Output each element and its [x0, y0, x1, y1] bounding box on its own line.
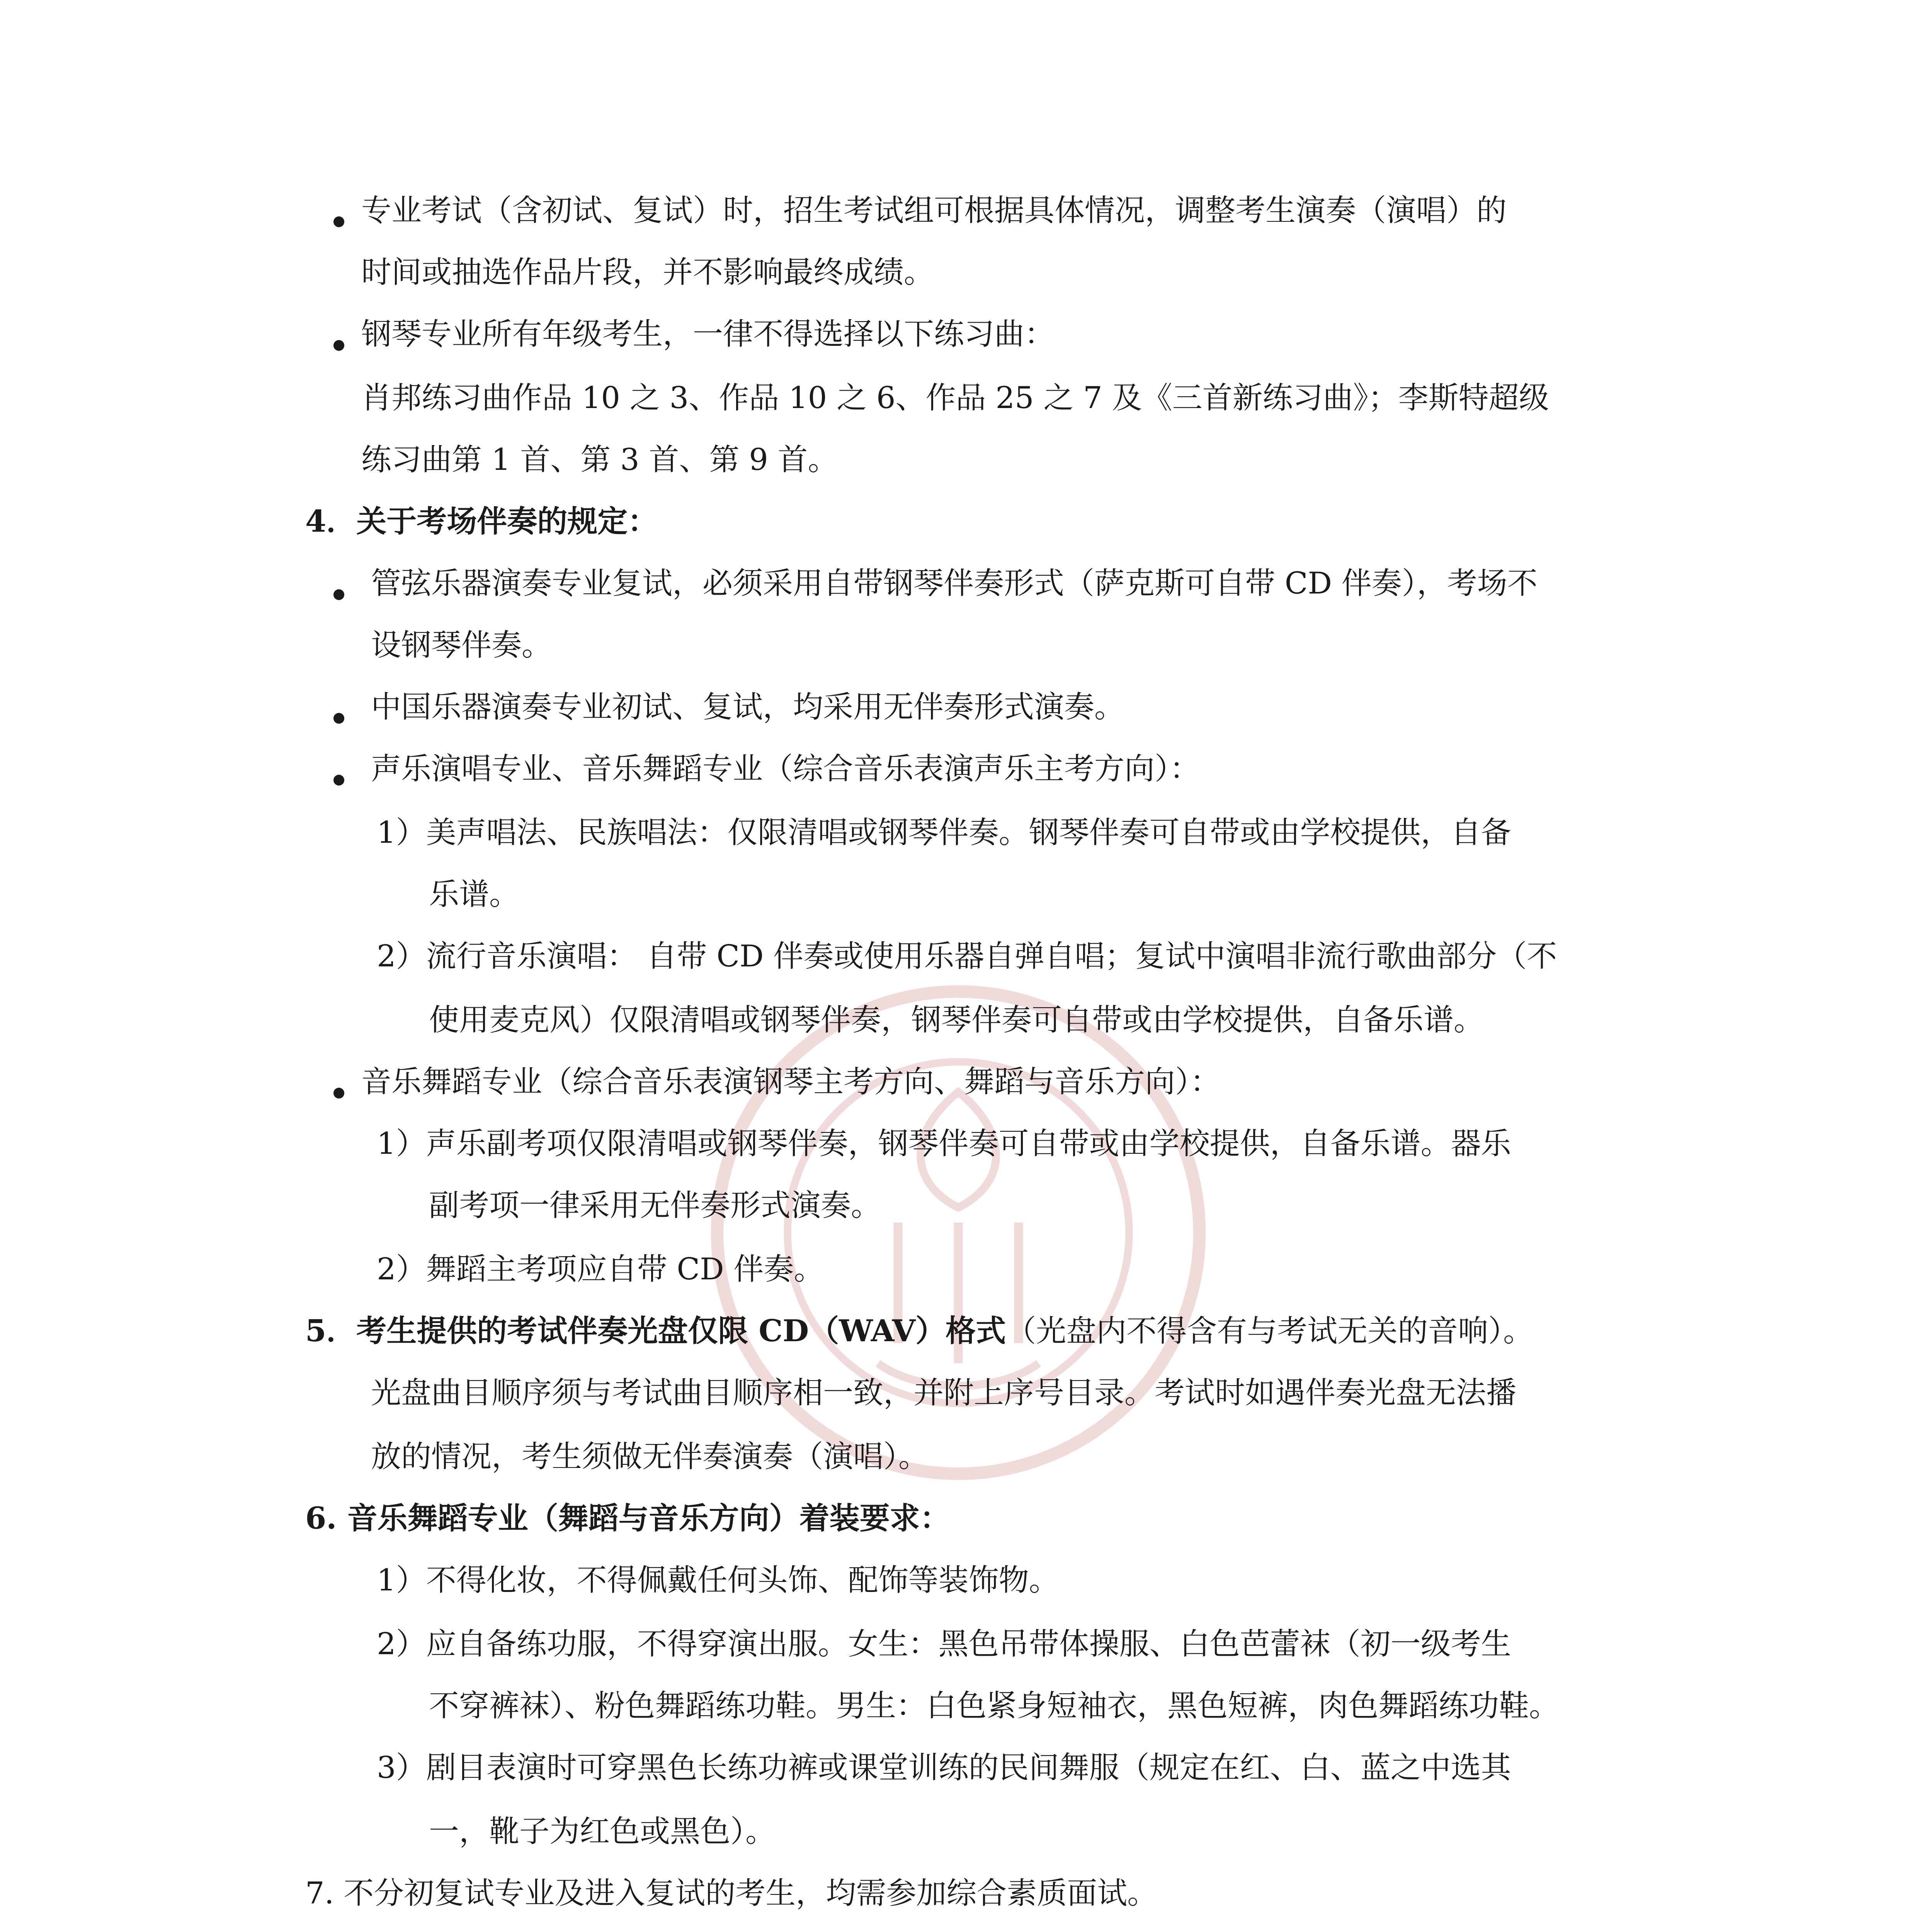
text-line: 设钢琴伴奏。: [371, 628, 552, 663]
text-line: 中国乐器演奏专业初试、复试，均采用无伴奏形式演奏。: [371, 690, 1125, 724]
text-span: （光盘内不得含有与考试无关的音响）。: [1006, 1314, 1534, 1349]
text-line: 练习曲第 1 首、第 3 首、第 9 首。: [361, 442, 838, 477]
text-line: 声乐演唱专业、音乐舞蹈专业（综合音乐表演声乐主考方向）：: [371, 752, 1200, 786]
section-heading: 4．关于考场伴奏的规定：: [305, 504, 658, 539]
section-heading: 6. 音乐舞蹈专业（舞蹈与音乐方向）着装要求：: [305, 1501, 950, 1536]
text-line: 时间或抽选作品片段，并不影响最终成绩。: [361, 255, 934, 290]
text-line: [305, 1310, 1533, 1352]
text-line: 音乐舞蹈专业（综合音乐表演钢琴主考方向、舞蹈与音乐方向）：: [361, 1065, 1221, 1099]
text-line: 1）不得化妆，不得佩戴任何头饰、配饰等装饰物。: [377, 1563, 1059, 1598]
text-line: 钢琴专业所有年级考生，一律不得选择以下练习曲：: [361, 317, 1055, 352]
text-line: 2）流行音乐演唱： 自带 CD 伴奏或使用乐器自弹自唱；复试中演唱非流行歌曲部分（不: [377, 939, 1557, 974]
text-line: 3）剧目表演时可穿黑色长练功裤或课堂训练的民间舞服（规定在红、白、蓝之中选其: [377, 1750, 1511, 1785]
bullet-icon: [333, 340, 344, 351]
text-line: 1）声乐副考项仅限清唱或钢琴伴奏，钢琴伴奏可自带或由学校提供，自备乐谱。器乐: [377, 1126, 1511, 1161]
text-line: 乐谱。: [429, 877, 520, 912]
bullet-icon: [333, 589, 344, 600]
bullet-icon: [333, 1088, 344, 1099]
text-line: 副考项一律采用无伴奏形式演奏。: [429, 1188, 881, 1223]
text-line: 2）舞蹈主考项应自带 CD 伴奏。: [377, 1252, 824, 1287]
text-line: 光盘曲目顺序须与考试曲目顺序相一致，并附上序号目录。考试时如遇伴奏光盘无法播: [371, 1376, 1517, 1410]
text-line: 放的情况，考生须做无伴奏演奏（演唱）。: [371, 1439, 929, 1474]
text-line: 肖邦练习曲作品 10 之 3、作品 10 之 6、作品 25 之 7 及《三首新练习曲》；李斯特超级: [361, 381, 1549, 415]
text-line: 1）美声唱法、民族唱法：仅限清唱或钢琴伴奏。钢琴伴奏可自带或由学校提供，自备: [377, 815, 1511, 850]
text-line: 不穿裤袜）、粉色舞蹈练功鞋。男生：白色紧身短袖衣，黑色短裤，肉色舞蹈练功鞋。: [429, 1689, 1560, 1723]
bullet-icon: [333, 775, 344, 786]
bullet-icon: [333, 216, 344, 227]
text-line: 7. 不分初复试专业及进入复试的考生，均需参加综合素质面试。: [305, 1876, 1158, 1911]
text-line: 一，靴子为红色或黑色）。: [429, 1814, 776, 1849]
text-line: 管弦乐器演奏专业复试，必须采用自带钢琴伴奏形式（萨克斯可自带 CD 伴奏），考场不: [371, 566, 1538, 601]
bold-text: 5．考生提供的考试伴奏光盘仅限 CD（WAV）格式: [305, 1313, 1006, 1349]
text-line: 2）应自备练功服，不得穿演出服。女生：黑色吊带体操服、白色芭蕾袜（初一级考生: [377, 1627, 1511, 1662]
text-line: 专业考试（含初试、复试）时，招生考试组可根据具体情况，调整考生演奏（演唱）的: [361, 193, 1507, 228]
bullet-icon: [333, 713, 344, 724]
text-line: 使用麦克风）仅限清唱或钢琴伴奏，钢琴伴奏可自带或由学校提供，自备乐谱。: [429, 1003, 1484, 1037]
